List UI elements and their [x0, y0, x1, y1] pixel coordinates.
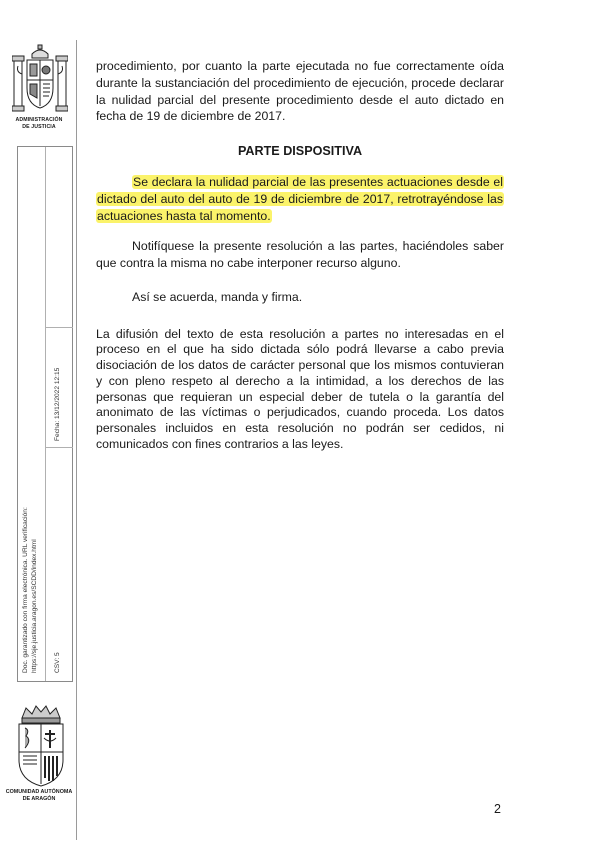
verification-line-1: Doc. garantizado con firma electrónica. URL verificación:	[22, 507, 29, 673]
verification-box	[17, 146, 73, 682]
notification-paragraph: Notifíquese la presente resolución a las partes, haciéndoles saber que contra la misma no cabe interponer recurso alguno.	[96, 239, 504, 271]
page-number: 2	[494, 802, 501, 816]
highlighted-ruling: Se declara la nulidad parcial de las presentes actuaciones desde el dictado del auto del auto de 19 de diciembre de 2017, retrotrayéndose las actuaciones hasta tal momento.	[97, 174, 503, 223]
verification-line-2: https://sje.justicia.aragon.es/SCDD/index.html	[31, 539, 38, 673]
signature-date: Fecha: 13/12/2022 12:15	[54, 367, 61, 441]
privacy-disclaimer: La difusión del texto de esta resolución a partes no interesadas en el proceso en el que ha sido dictada sólo podrá llevarse a cabo previa disociación de los datos de carácter personal que los mismos contuvieran y con pleno respeto al derecho a la intimidad, a los derechos de las personas que requieran un especial deber de tutela o la garantía del anonimato de las víctimas o perjudicados, cuando proceda. Los datos personales incluidos en esta resolución no podrán ser cedidos, ni comunicados con fines contrarios a las leyes.	[96, 326, 504, 451]
document-body	[96, 58, 504, 452]
top-org-label: ADMINISTRACIÓN DE JUSTICIA	[15, 117, 63, 130]
aragon-coat-of-arms-icon	[14, 704, 68, 788]
ruling-paragraph	[96, 174, 504, 224]
intro-paragraph: procedimiento, por cuanto la parte ejecutada no fue correctamente oída durante la sustanciación del procedimiento de ejecución, procede declarar la nulidad parcial del presente procedimiento desde el auto dictado en fecha de 19 de diciembre de 2017.	[96, 59, 504, 124]
csv-code: CSV: 5	[54, 652, 61, 673]
sidebar-divider	[76, 40, 77, 840]
closing-paragraph: Así se acuerda, manda y firma.	[132, 289, 303, 304]
spain-coat-of-arms-icon	[12, 44, 68, 116]
bottom-org-label: COMUNIDAD AUTÓNOMA DE ARAGÓN	[5, 789, 73, 802]
section-heading: PARTE DISPOSITIVA	[237, 144, 363, 159]
